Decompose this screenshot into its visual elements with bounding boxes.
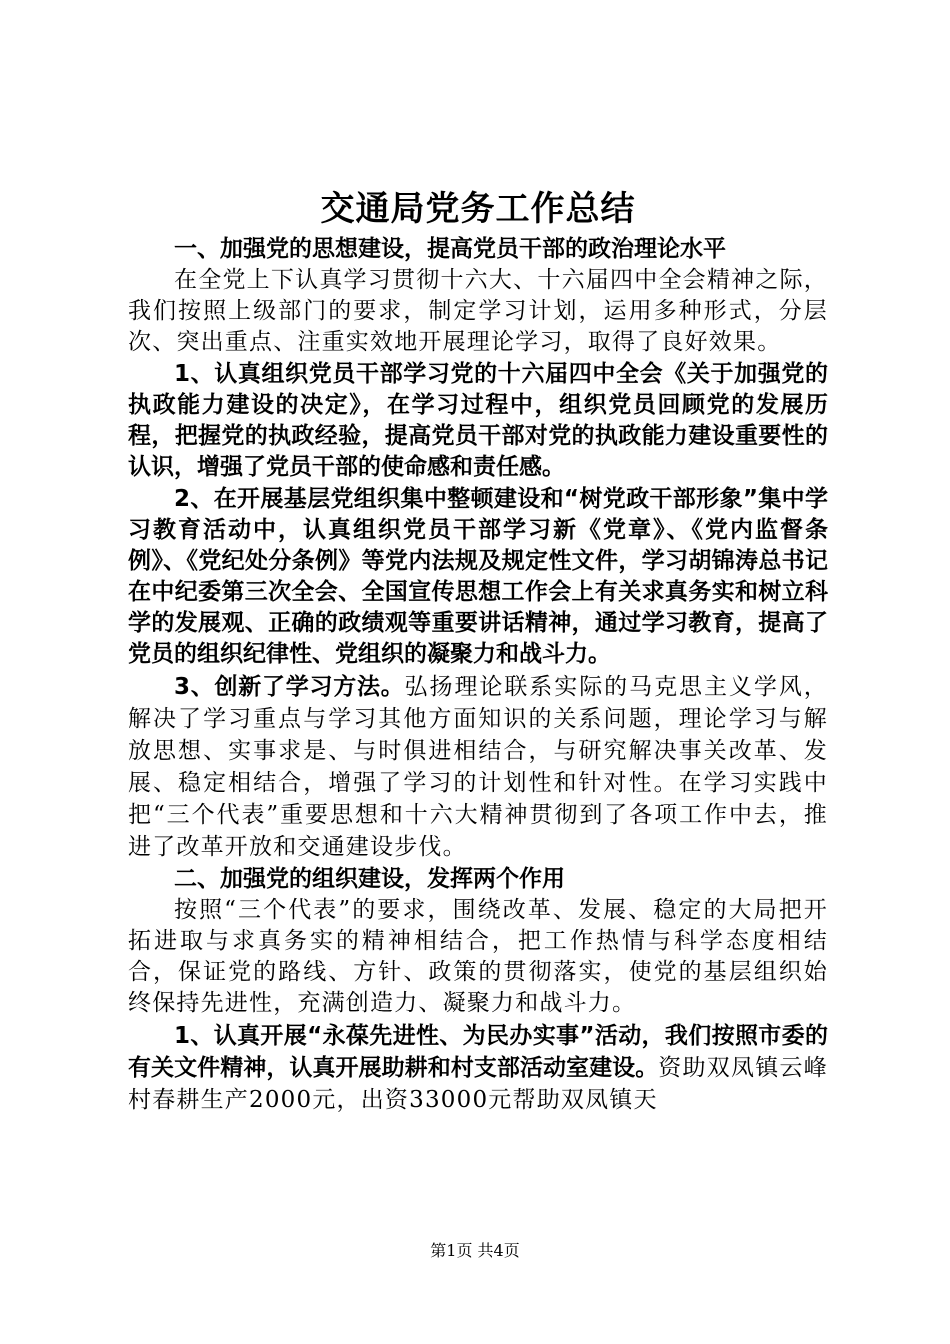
- document-page: [128, 186, 828, 1117]
- section-1-intro: 在全党上下认真学习贯彻十六大、十六届四中全会精神之际，我们按照上级部门的要求，制定学习计划，运用多种形式，分层次、突出重点、注重实效地开展理论学习，取得了良好效果。: [128, 267, 828, 355]
- section-1-item-3-body: 弘扬理论联系实际的马克思主义学风，解决了学习重点与学习其他方面知识的关系问题，理论学习与解放思想、实事求是、与时俱进相结合，与研究解决事关改革、发展、稳定相结合，增强了学习的计划性和针对性。在学习实践中把“三个代表”重要思想和十六大精神贯彻到了各项工作中去，推进了改革开放和交通建设步伐。: [128, 674, 828, 860]
- section-2-item-1: [128, 1020, 828, 1116]
- page-footer: 第1页 共4页: [430, 1241, 520, 1260]
- section-1-item-1: 1、认真组织党员干部学习党的十六届四中全会《关于加强党的执政能力建设的决定》，在学习过程中，组织党员回顾党的发展历程，把握党的执政经验，提高党员干部对党的执政能力建设重要性的认识，增强了党员干部的使命感和责任感。: [128, 361, 828, 480]
- document-title: 交通局党务工作总结: [320, 189, 636, 229]
- section-heading-1: 一、加强党的思想建设，提高党员干部的政治理论水平: [174, 236, 726, 262]
- section-2-item-1-body: 资助双凤镇云峰村春耕生产2000元，出资33000元帮助双凤镇天: [128, 1055, 828, 1113]
- section-1-item-3-lead: 3、创新了学习方法。: [174, 674, 405, 700]
- section-heading-2: 二、加强党的组织建设，发挥两个作用: [174, 866, 565, 892]
- section-2-intro: 按照“三个代表”的要求，围绕改革、发展、稳定的大局把开拓进取与求真务实的精神相结合，把工作热情与科学态度相结合，保证党的路线、方针、政策的贯彻落实，使党的基层组织始终保持先进性，充满创造力、凝聚力和战斗力。: [128, 897, 828, 1016]
- section-2-item-1-lead: 1、认真开展“永葆先进性、为民办实事”活动，我们按照市委的有关文件精神，认真开展助耕和村支部活动室建设。: [128, 1023, 828, 1081]
- section-1-item-2: 2、在开展基层党组织集中整顿建设和“树党政干部形象”集中学习教育活动中，认真组织党员干部学习新《党章》、《党内监督条例》、《党纪处分条例》等党内法规及规定性文件，学习胡锦涛总书记在中纪委第三次全会、全国宣传思想工作会上有关求真务实和树立科学的发展观、正确的政绩观等重要讲话精神，通过学习教育，提高了党员的组织纪律性、党组织的凝聚力和战斗力。: [128, 486, 828, 667]
- section-1-item-3: [128, 671, 828, 863]
